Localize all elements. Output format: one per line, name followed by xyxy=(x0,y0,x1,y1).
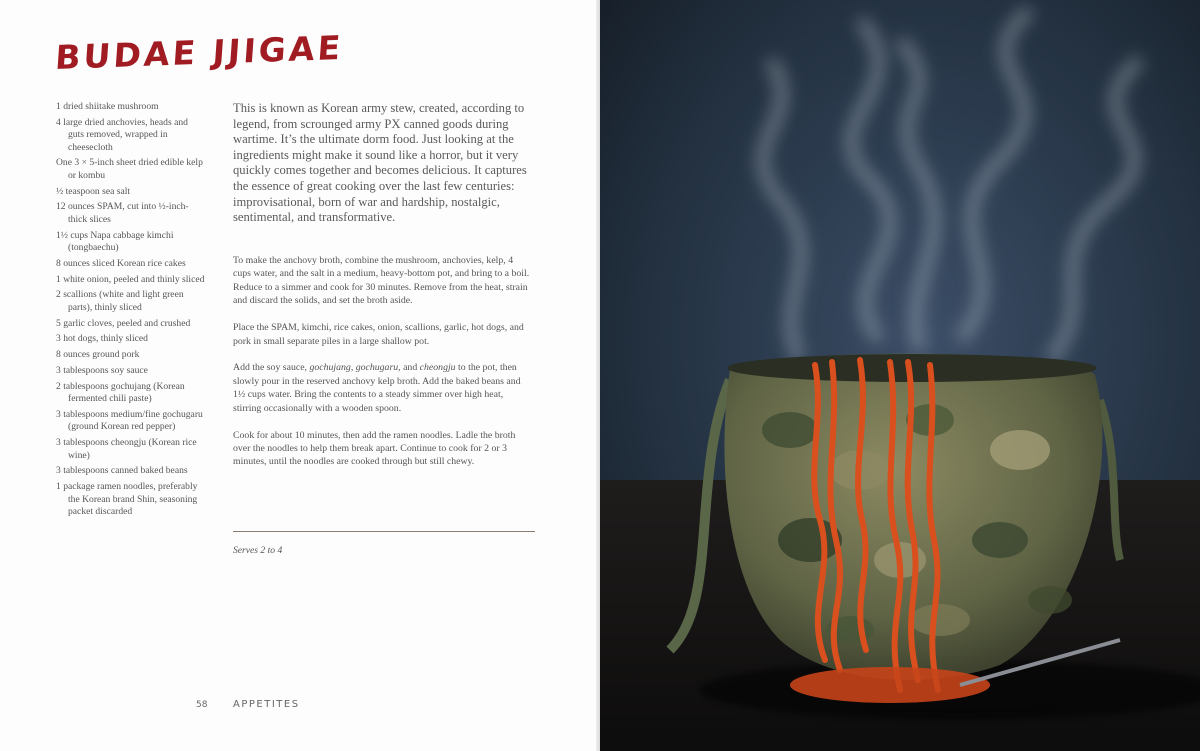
ingredient-item: 12 ounces SPAM, cut into ½-inch-thick slices xyxy=(56,201,189,225)
ingredient-item: 2 tablespoons gochujang (Korean fermented chili paste) xyxy=(56,380,185,405)
method-step: Add the soy sauce, gochujang, gochugaru, and cheongju to the pot, then slowly pour in the reserved anchovy kelp broth. Add the baked beans and 1½ cups water. Bring the contents to a steady simmer over high heat, stirring occasionally with a wooden spoon. xyxy=(233,362,521,414)
ingredient-item: 3 tablespoons soy sauce xyxy=(56,365,148,376)
ingredient-item: 1 white onion, peeled and thinly sliced xyxy=(56,273,205,285)
ingredient-item: 3 hot dogs, thinly sliced xyxy=(56,333,148,345)
ingredient-item: 2 scallions (white and light green parts), thinly sliced xyxy=(56,289,184,313)
ingredient-list xyxy=(56,101,206,522)
section-name: APPETITES xyxy=(233,699,300,710)
method xyxy=(233,254,533,482)
recipe-title: BUDAE JJIGAE xyxy=(54,28,345,77)
ingredient-item: ½ teaspoon sea salt xyxy=(56,185,131,197)
term-cheongju: cheongju xyxy=(419,362,456,374)
term-gochujang: gochujang xyxy=(309,362,351,374)
term-gochugaru: gochugaru xyxy=(355,362,399,374)
ingredient-item: 5 garlic cloves, peeled and crushed xyxy=(56,317,191,329)
divider xyxy=(233,531,535,532)
stew-in-helmet-photo xyxy=(600,0,1200,751)
serves-note: Serves 2 to 4 xyxy=(233,545,283,556)
ingredient-item: 8 ounces ground pork xyxy=(56,349,140,361)
method-step: Place the SPAM, kimchi, rice cakes, onion, scallions, garlic, hot dogs, and pork in small separate piles in a large shallow pot. xyxy=(233,322,524,347)
method-step: To make the anchovy broth, combine the mushroom, anchovies, kelp, 4 cups water, and the salt in a medium, heavy-bottom pot, and bring to a boil. Reduce to a simmer and cook for 30 minutes. Remove from the heat, strain and discard the solids, and set the broth aside. xyxy=(233,255,530,307)
recipe-intro: This is known as Korean army stew, created, according to legend, from scrounged army PX canned goods during wartime. It’s the ultimate dorm food. Just looking at the ingredients might make it sound like a horror, but it very quickly comes together and becomes delicious. It captures the essence of great cooking over the last few centuries: improvisational, born of war and hardship, nostalgic, sentimental, and transformative. xyxy=(233,101,527,225)
ingredient-item: 1 package ramen noodles, preferably the Korean brand Shin, seasoning packet discarded xyxy=(56,481,198,518)
ingredient-item: 3 tablespoons medium/fine gochugaru (ground Korean red pepper) xyxy=(56,409,203,433)
ingredient-item: 3 tablespoons cheongju (Korean rice wine) xyxy=(56,437,197,461)
photo-page xyxy=(600,0,1200,751)
method-step: Cook for about 10 minutes, then add the ramen noodles. Ladle the broth over the noodles to help them break apart. Continue to cook for 2 or 3 minutes, until the noodles are cooked through but still chewy. xyxy=(233,429,516,468)
ingredient-item: One 3 × 5-inch sheet dried edible kelp or kombu xyxy=(56,157,203,181)
ingredient-item: 1½ cups Napa cabbage kimchi (tongbaechu) xyxy=(56,229,174,254)
ingredient-item: 3 tablespoons canned baked beans xyxy=(56,465,188,477)
ingredient-item: 1 dried shiitake mushroom xyxy=(56,101,159,112)
page-number: 58 xyxy=(196,700,208,710)
ingredient-item: 4 large dried anchovies, heads and guts removed, wrapped in cheesecloth xyxy=(56,116,188,153)
ingredient-item: 8 ounces sliced Korean rice cakes xyxy=(56,257,186,269)
